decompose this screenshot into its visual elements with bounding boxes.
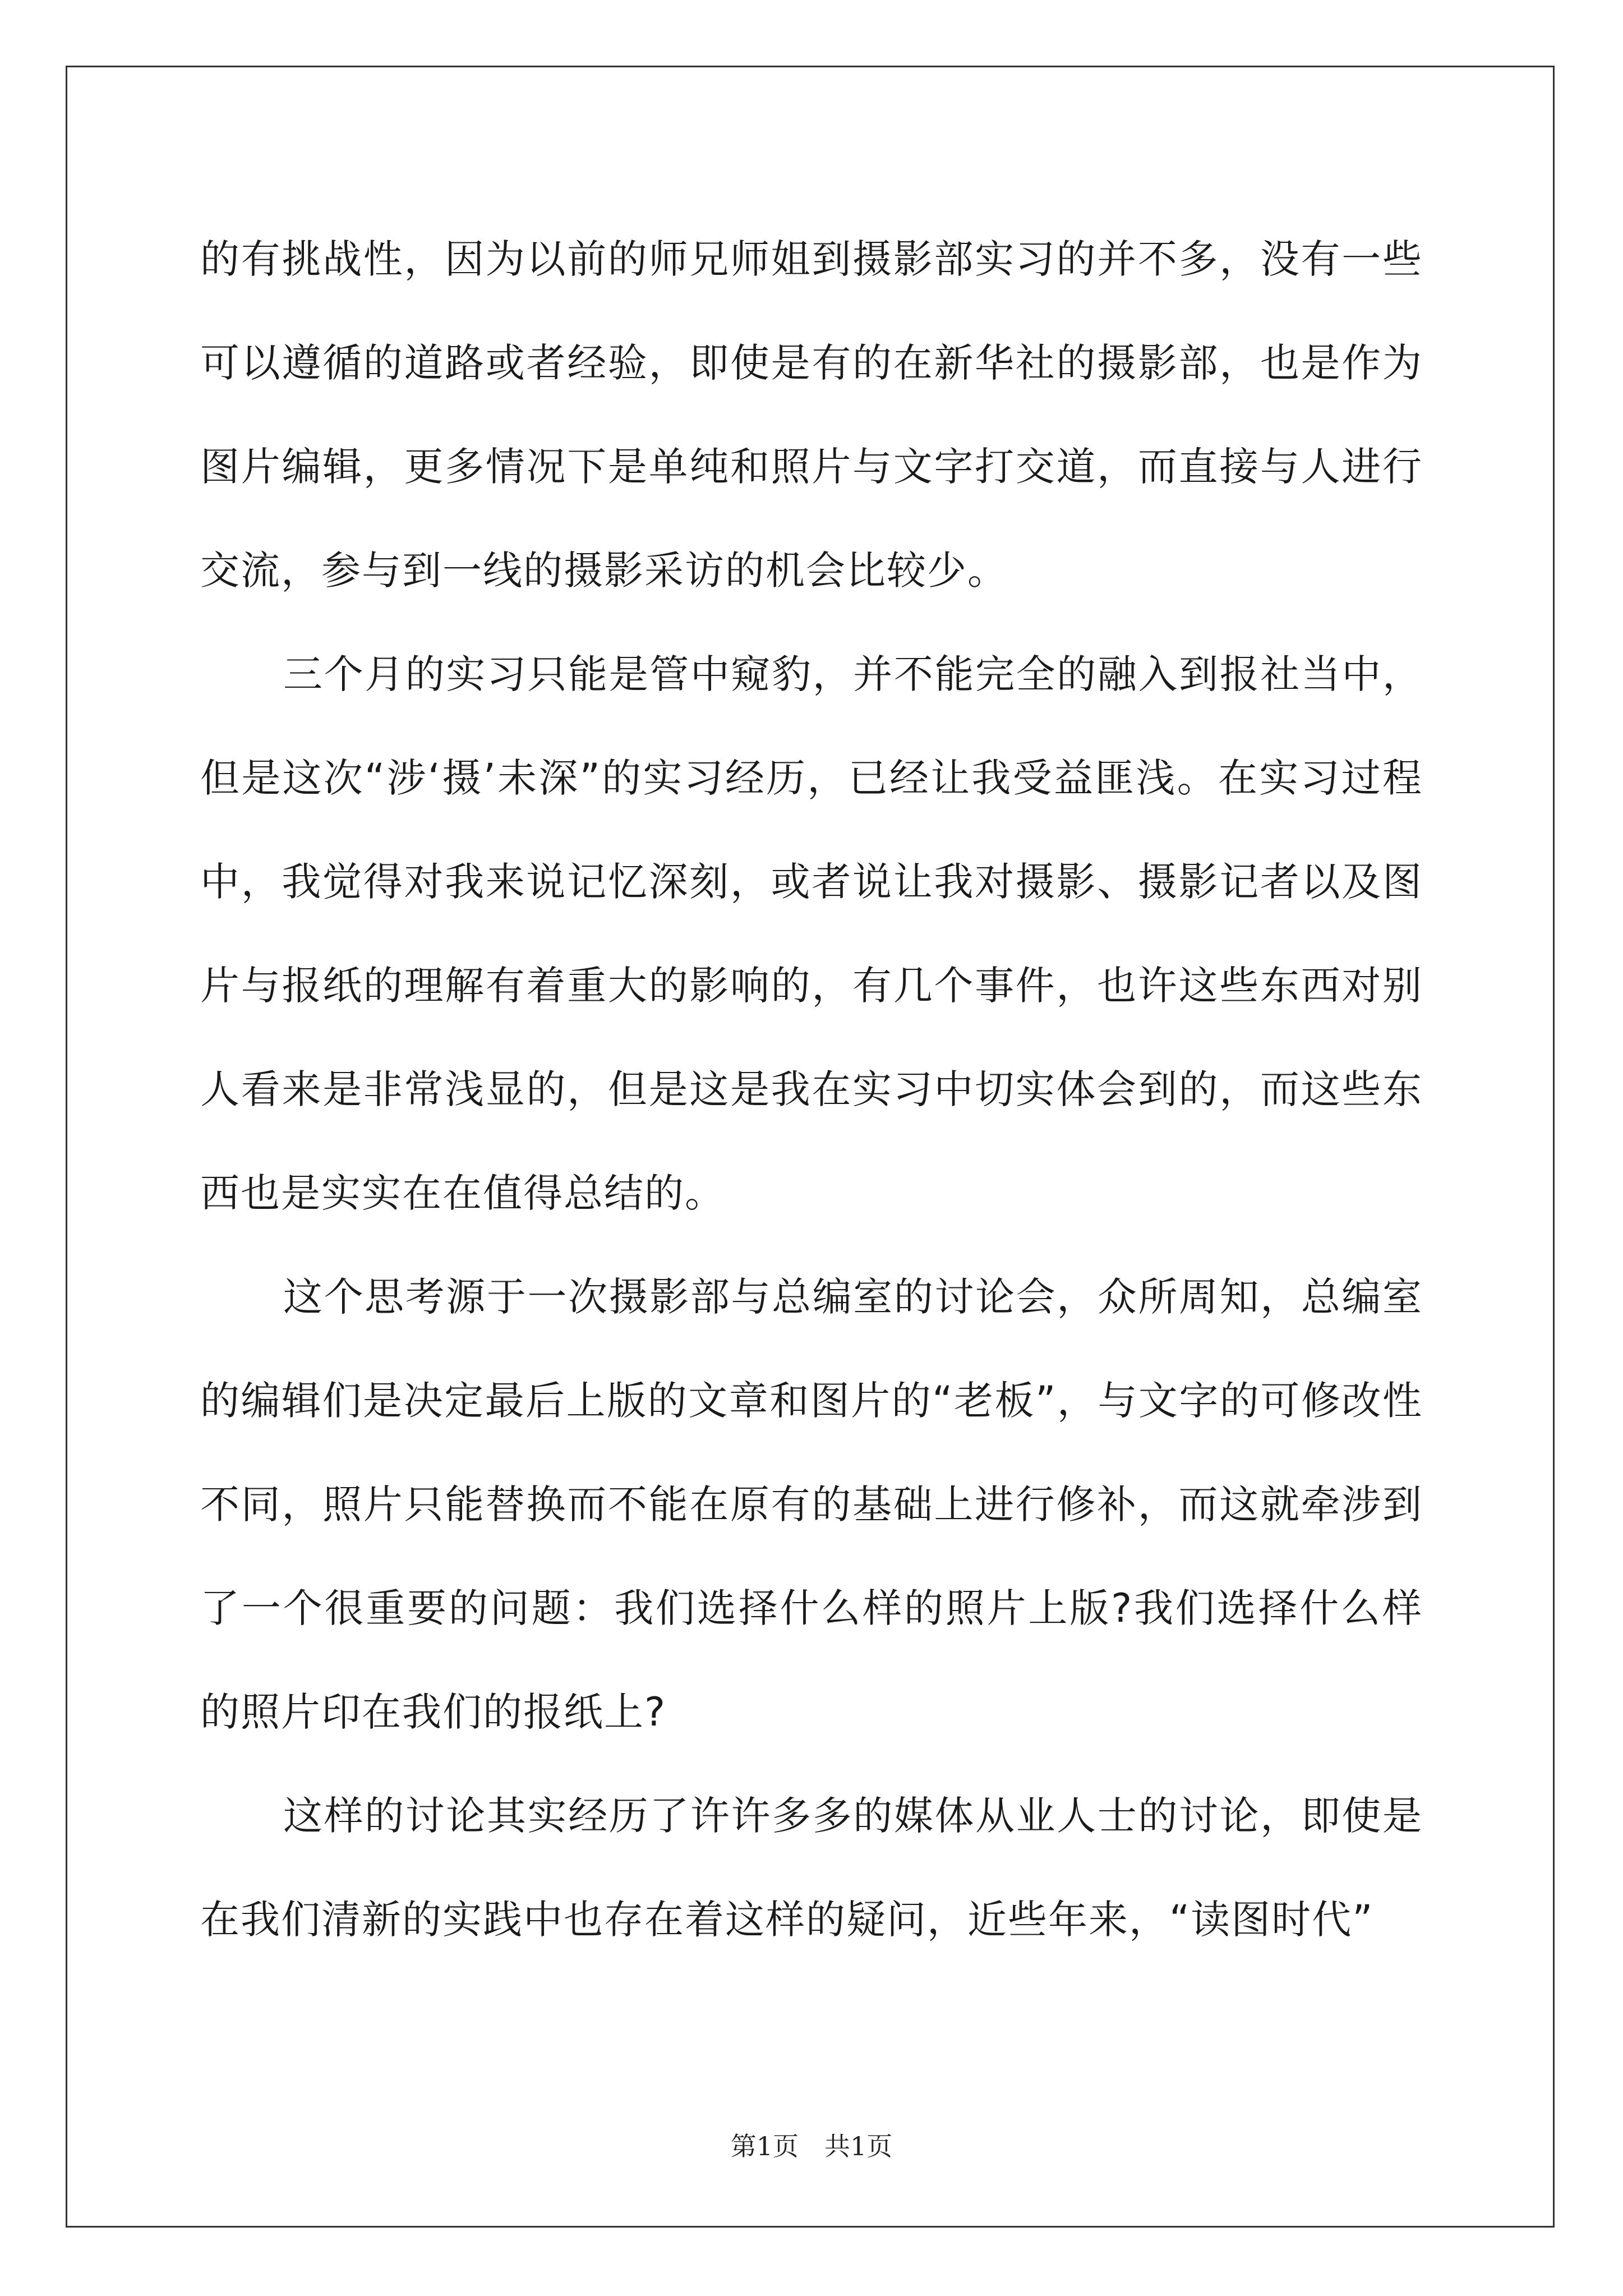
paragraph-4: 这样的讨论其实经历了许许多多的媒体从业人士的讨论，即使是在我们清新的实践中也存在着这样的疑问，近些年来，“读图时代” xyxy=(200,1793,1423,1943)
paragraph-1: 的有挑战性，因为以前的师兄师姐到摄影部实习的并不多，没有一些可以遵循的道路或者经验，即使是有的在新华社的摄影部，也是作为图片编辑，更多情况下是单纯和照片与文字打交道，而直接与人进行交流，参与到一线的摄影采访的机会比较少。 xyxy=(200,236,1423,593)
document-body xyxy=(200,208,1423,1972)
paragraph-2: 三个月的实习只能是管中窥豹，并不能完全的融入到报社当中，但是这次“涉‘摄’未深”的实习经历，已经让我受益匪浅。在实习过程中，我觉得对我来说记忆深刻，或者说让我对摄影、摄影记者以及图片与报纸的理解有着重大的影响的，有几个事件，也许这些东西对别人看来是非常浅显的，但是这是我在实习中切实体会到的，而这些东西也是实实在在值得总结的。 xyxy=(200,651,1423,1216)
page-number-footer: 第1页 共1页 xyxy=(730,2131,893,2161)
paragraph-3: 这个思考源于一次摄影部与总编室的讨论会，众所周知，总编室的编辑们是决定最后上版的文章和图片的“老板”，与文字的可修改性不同，照片只能替换而不能在原有的基础上进行修补，而这就牵涉到了一个很重要的问题：我们选择什么样的照片上版?我们选择什么样的照片印在我们的报纸上? xyxy=(200,1274,1423,1735)
